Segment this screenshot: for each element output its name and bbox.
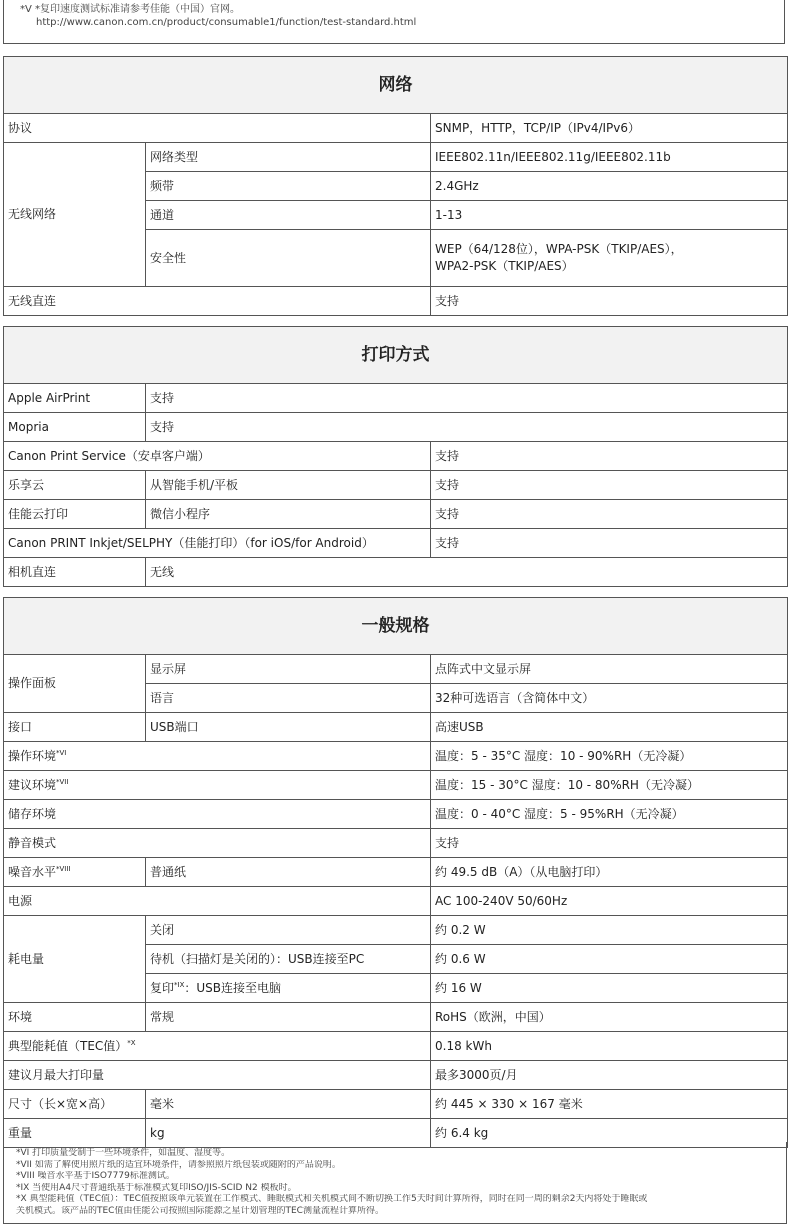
quiet-mode-label: 静音模式 — [4, 829, 431, 858]
table-row — [4, 442, 788, 471]
table-row — [4, 114, 788, 143]
power-off-value: 约 0.2 W — [431, 916, 788, 945]
table-row — [4, 1061, 788, 1090]
table-row — [4, 713, 788, 742]
quiet-mode-value: 支持 — [431, 829, 788, 858]
network-type-value: IEEE802.11n/IEEE802.11g/IEEE802.11b — [431, 143, 788, 172]
noise-level-label — [4, 858, 146, 887]
table-row — [4, 916, 788, 945]
security-value-line-2: WPA2-PSK（TKIP/AES） — [435, 259, 574, 273]
power-supply-value: AC 100-240V 50/60Hz — [431, 887, 788, 916]
mopria-value: 支持 — [146, 413, 788, 442]
language-value: 32种可选语言（含简体中文） — [431, 684, 788, 713]
note-line-1: *V *复印速度测试标准请参考佳能（中国）官网。 — [20, 4, 241, 15]
table-row — [4, 143, 788, 172]
storage-environment-value: 温度：0 - 40°C 湿度：5 - 95%RH（无冷凝） — [431, 800, 788, 829]
lexiangyun-sub: 从智能手机/平板 — [146, 471, 431, 500]
copy-power-label — [146, 974, 431, 1003]
general-header-row — [4, 598, 788, 655]
footnote-x-continued: 关机模式。该产品的TEC值由佳能公司按照国际能源之星计划管理的TEC测量流程计算所得。 — [16, 1205, 384, 1216]
environment-label: 环境 — [4, 1003, 146, 1032]
footnote-vi: *VI 打印质量受制于一些环境条件，如温度、湿度等。 — [16, 1148, 231, 1158]
operating-environment-value: 温度：5 - 35°C 湿度：10 - 90%RH（无冷凝） — [431, 742, 788, 771]
footnote-viii: *VIII 噪音水平基于ISO7779标准测试。 — [16, 1171, 175, 1181]
copy-power-text-pre: 复印 — [150, 980, 175, 995]
table-row — [4, 500, 788, 529]
table-row — [4, 529, 788, 558]
recommended-environment-value: 温度：15 - 30°C 湿度：10 - 80%RH（无冷凝） — [431, 771, 788, 800]
noise-level-value: 约 49.5 dB（A）（从电脑打印） — [431, 858, 788, 887]
footnote-ref-x: *X — [127, 1038, 136, 1047]
network-spec-table — [3, 56, 788, 316]
general-spec-table — [3, 597, 788, 1148]
mopria-label: Mopria — [4, 413, 146, 442]
camera-direct-value: 无线 — [146, 558, 788, 587]
table-row — [4, 558, 788, 587]
footnote-ix: *IX 当使用A4尺寸普通纸基于标准模式复印ISO/JIS-SCID N2 模板时。 — [16, 1182, 297, 1193]
table-row — [4, 1090, 788, 1119]
test-standard-url[interactable]: http://www.canon.com.cn/product/consumable1/function/test-standard.html — [36, 17, 417, 28]
canon-print-inkjet-label: Canon PRINT Inkjet/SELPHY（佳能打印）（for iOS/for Android） — [4, 529, 431, 558]
table-row — [4, 287, 788, 316]
cloud-print-label: 佳能云打印 — [4, 500, 146, 529]
table-row — [4, 384, 788, 413]
test-standard-note — [3, 0, 785, 44]
monthly-volume-value: 最多3000页/月 — [431, 1061, 788, 1090]
operation-panel-label: 操作面板 — [4, 655, 146, 713]
copy-power-text-post: ：USB连接至电脑 — [184, 980, 282, 995]
standby-label: 待机（扫描灯是关闭的）：USB连接至PC — [146, 945, 431, 974]
cloud-print-value: 支持 — [431, 500, 788, 529]
footnote-ref-vi: *VI — [56, 748, 67, 757]
table-row — [4, 413, 788, 442]
table-row — [4, 742, 788, 771]
tec-text: 典型能耗值（TEC值） — [8, 1038, 128, 1053]
operating-environment-label — [4, 742, 431, 771]
wireless-direct-label: 无线直连 — [4, 287, 431, 316]
interface-label: 接口 — [4, 713, 146, 742]
security-label: 安全性 — [146, 230, 431, 287]
dimensions-unit: 毫米 — [146, 1090, 431, 1119]
protocol-value: SNMP，HTTP，TCP/IP（IPv4/IPv6） — [431, 114, 788, 143]
table-row — [4, 1003, 788, 1032]
table-row — [4, 471, 788, 500]
tec-label — [4, 1032, 431, 1061]
recommended-environment-text: 建议环境 — [8, 777, 57, 792]
security-value — [431, 230, 788, 287]
general-section-title: 一般规格 — [4, 598, 788, 655]
environment-value: RoHS（欧洲，中国） — [431, 1003, 788, 1032]
dimensions-label: 尺寸（长×宽×高） — [4, 1090, 146, 1119]
cloud-print-sub: 微信小程序 — [146, 500, 431, 529]
recommended-environment-label — [4, 771, 431, 800]
interface-value: 高速USB — [431, 713, 788, 742]
power-supply-label: 电源 — [4, 887, 431, 916]
wireless-direct-value: 支持 — [431, 287, 788, 316]
table-row — [4, 887, 788, 916]
table-row — [4, 655, 788, 684]
operating-environment-text: 操作环境 — [8, 748, 57, 763]
display-label: 显示屏 — [146, 655, 431, 684]
power-consumption-label: 耗电量 — [4, 916, 146, 1003]
canon-print-service-value: 支持 — [431, 442, 788, 471]
footnote-vii: *VII 如需了解使用照片纸的适宜环境条件，请参照照片纸包装或随附的产品说明。 — [16, 1159, 341, 1170]
weight-value: 约 6.4 kg — [431, 1119, 788, 1148]
wireless-label: 无线网络 — [4, 143, 146, 287]
footnote-ref-ix: *IX — [174, 980, 185, 989]
network-header-row — [4, 57, 788, 114]
noise-level-sub: 普通纸 — [146, 858, 431, 887]
print-methods-table — [3, 326, 788, 587]
print-methods-header-row — [4, 327, 788, 384]
network-type-label: 网络类型 — [146, 143, 431, 172]
language-label: 语言 — [146, 684, 431, 713]
channel-value: 1-13 — [431, 201, 788, 230]
environment-sub: 常规 — [146, 1003, 431, 1032]
band-label: 频带 — [146, 172, 431, 201]
display-value: 点阵式中文显示屏 — [431, 655, 788, 684]
security-value-line-1: WEP（64/128位），WPA-PSK（TKIP/AES）， — [435, 242, 683, 256]
copy-power-value: 约 16 W — [431, 974, 788, 1003]
camera-direct-label: 相机直连 — [4, 558, 146, 587]
footnotes — [3, 1142, 787, 1224]
protocol-label: 协议 — [4, 114, 431, 143]
monthly-volume-label: 建议月最大打印量 — [4, 1061, 431, 1090]
footnote-x: *X 典型能耗值（TEC值）：TEC值按照该单元装置在工作模式、睡眠模式和关机模式间不断切换工作5天时间计算所得，同时在同一周的剩余2天内将处于睡眠或 — [16, 1194, 648, 1204]
dimensions-value: 约 445 × 330 × 167 毫米 — [431, 1090, 788, 1119]
lexiangyun-label: 乐享云 — [4, 471, 146, 500]
canon-print-service-label: Canon Print Service（安卓客户端） — [4, 442, 431, 471]
table-row — [4, 1032, 788, 1061]
table-row — [4, 771, 788, 800]
interface-sub: USB端口 — [146, 713, 431, 742]
lexiangyun-value: 支持 — [431, 471, 788, 500]
footnote-ref-viii: *VIII — [56, 864, 71, 873]
tec-value: 0.18 kWh — [431, 1032, 788, 1061]
footnote-ref-vii: *VII — [56, 777, 69, 786]
network-section-title: 网络 — [4, 57, 788, 114]
standby-value: 约 0.6 W — [431, 945, 788, 974]
airprint-label: Apple AirPrint — [4, 384, 146, 413]
print-methods-section-title: 打印方式 — [4, 327, 788, 384]
airprint-value: 支持 — [146, 384, 788, 413]
table-row — [4, 829, 788, 858]
weight-unit: kg — [146, 1119, 431, 1148]
power-off-label: 关闭 — [146, 916, 431, 945]
noise-level-text: 噪音水平 — [8, 864, 57, 879]
canon-print-inkjet-value: 支持 — [431, 529, 788, 558]
weight-label: 重量 — [4, 1119, 146, 1148]
table-row — [4, 858, 788, 887]
table-row — [4, 800, 788, 829]
storage-environment-label: 储存环境 — [4, 800, 431, 829]
band-value: 2.4GHz — [431, 172, 788, 201]
channel-label: 通道 — [146, 201, 431, 230]
